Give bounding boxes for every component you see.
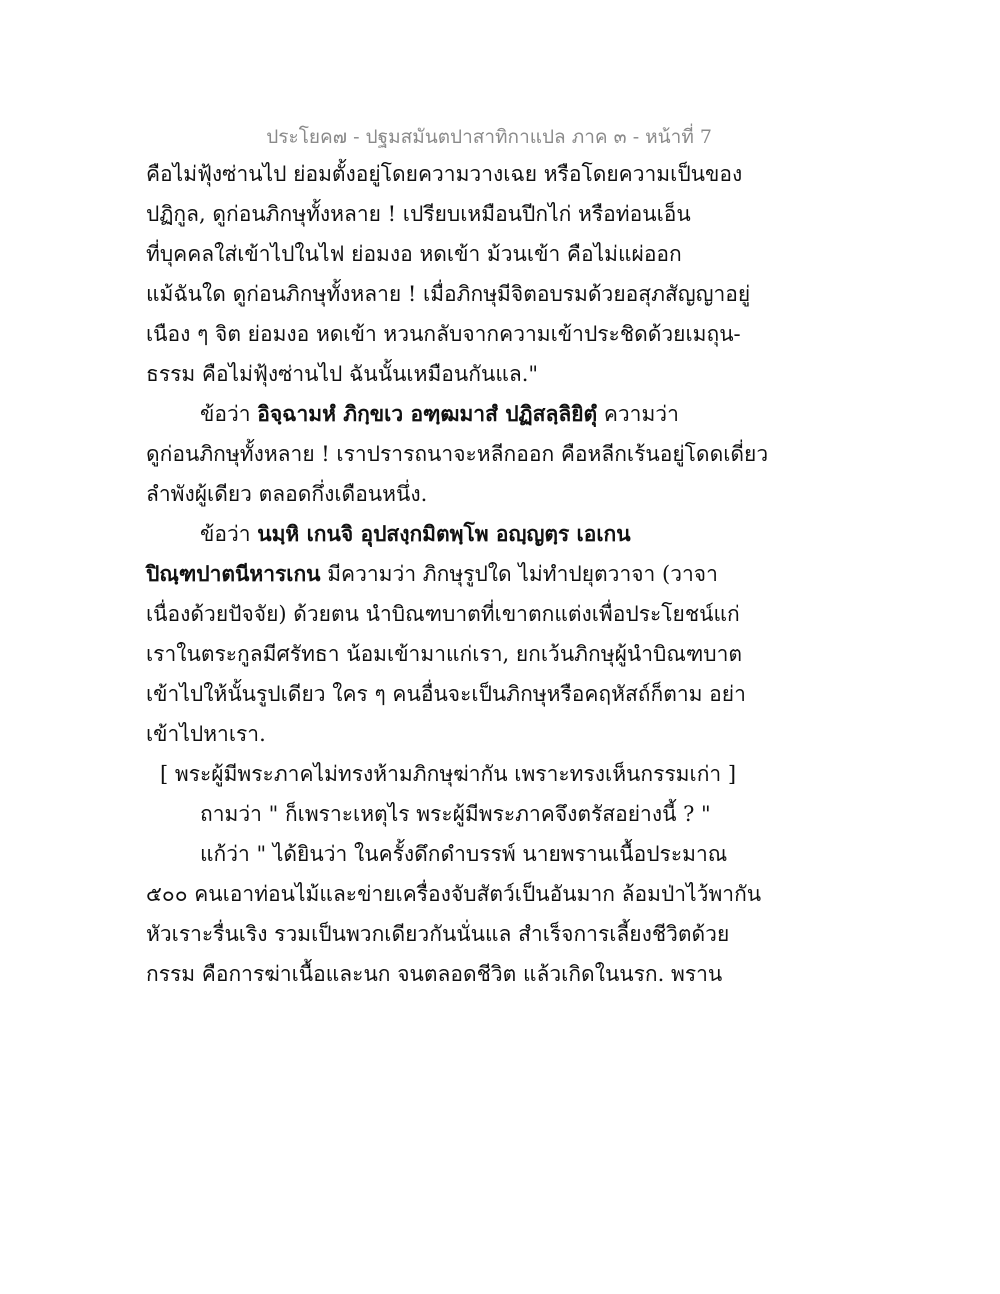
lead-tail: ความว่า <box>597 402 679 426</box>
pali-term: นมฺหิ เกนจิ อุปสงฺกมิตพฺโพ อญฺญตฺร เอเกน <box>257 521 631 546</box>
text-line: เราในตระกูลมีศรัทธา น้อมเข้ามาแก่เรา, ยกเว้นภิกษุผู้นำบิณฑบาต <box>146 642 743 666</box>
paragraph-start <box>146 514 716 554</box>
section-heading: [ พระผู้มีพระภาคไม่ทรงห้ามภิกษุฆ่ากัน เพราะทรงเห็นกรรมเก่า ] <box>160 762 737 786</box>
text-line: ลำพังผู้เดียว ตลอดกึ่งเดือนหนึ่ง. <box>146 482 428 506</box>
text-line: ที่บุคคลใส่เข้าไปในไฟ ย่อมงอ หดเข้า ม้วนเข้า คือไม่แผ่ออก <box>146 242 682 266</box>
text-line: หัวเราะรื่นเริง รวมเป็นพวกเดียวกันนั่นแล สำเร็จการเลี้ยงชีวิตด้วย <box>146 922 730 946</box>
text-line: ปฏิกูล, ดูก่อนภิกษุทั้งหลาย ! เปรียบเหมือนปีกไก่ หรือท่อนเอ็น <box>146 202 691 226</box>
text-line: ดูก่อนภิกษุทั้งหลาย ! เราปรารถนาจะหลีกออก คือหลีกเร้นอยู่โดดเดี่ยว <box>146 442 769 466</box>
text-line: คือไม่ฟุ้งซ่านไป ย่อมตั้งอยู่โดยความวางเฉย หรือโดยความเป็นของ <box>146 162 743 186</box>
question-line: ถามว่า " ก็เพราะเหตุไร พระผู้มีพระภาคจึงตรัสอย่างนี้ ? " <box>200 802 711 826</box>
pali-term: ปิณฺฑปาตนีหารเกน <box>146 561 321 586</box>
paragraph-start <box>146 394 716 434</box>
text-line: เข้าไปหาเรา. <box>146 722 266 746</box>
text-line <box>146 554 716 594</box>
answer-line: แก้ว่า " ได้ยินว่า ในครั้งดึกดำบรรพ์ นายพรานเนื้อประมาณ <box>200 842 728 866</box>
body-text <box>146 154 769 994</box>
text-line: ๕๐๐ คนเอาท่อนไม้และข่ายเครื่องจับสัตว์เป็นอันมาก ล้อมป่าไว้พากัน <box>146 882 762 906</box>
lead-text: ข้อว่า <box>200 402 258 426</box>
pali-term: อิจฺฉามหํ ภิกฺขเว อฑฺฒมาสํ ปฏิสลฺลิยิตุํ <box>257 401 598 426</box>
line-tail: มีความว่า ภิกษุรูปใด ไม่ทำปยุตวาจา (วาจา <box>320 562 718 586</box>
text-line: กรรม คือการฆ่าเนื้อและนก จนตลอดชีวิต แล้วเกิดในนรก. พราน <box>146 962 723 986</box>
text-line: เข้าไปให้นั้นรูปเดียว ใคร ๆ คนอื่นจะเป็นภิกษุหรือคฤหัสถ์ก็ตาม อย่า <box>146 682 746 706</box>
running-head: ประโยค๗ - ปฐมสมันตปาสาทิกาแปล ภาค ๓ - หน้าที่ 7 <box>266 126 712 148</box>
text-line: ธรรม คือไม่ฟุ้งซ่านไป ฉันนั้นเหมือนกันแล." <box>146 362 539 386</box>
lead-text: ข้อว่า <box>200 522 258 546</box>
text-line: เนื่องด้วยปัจจัย) ด้วยตน นำบิณฑบาตที่เขาตกแต่งเพื่อประโยชน์แก่ <box>146 602 740 626</box>
text-line: แม้ฉันใด ดูก่อนภิกษุทั้งหลาย ! เมื่อภิกษุมีจิตอบรมด้วยอสุภสัญญาอยู่ <box>146 282 751 306</box>
text-line: เนือง ๆ จิต ย่อมงอ หดเข้า หวนกลับจากความเข้าประชิดด้วยเมถุน- <box>146 322 741 346</box>
